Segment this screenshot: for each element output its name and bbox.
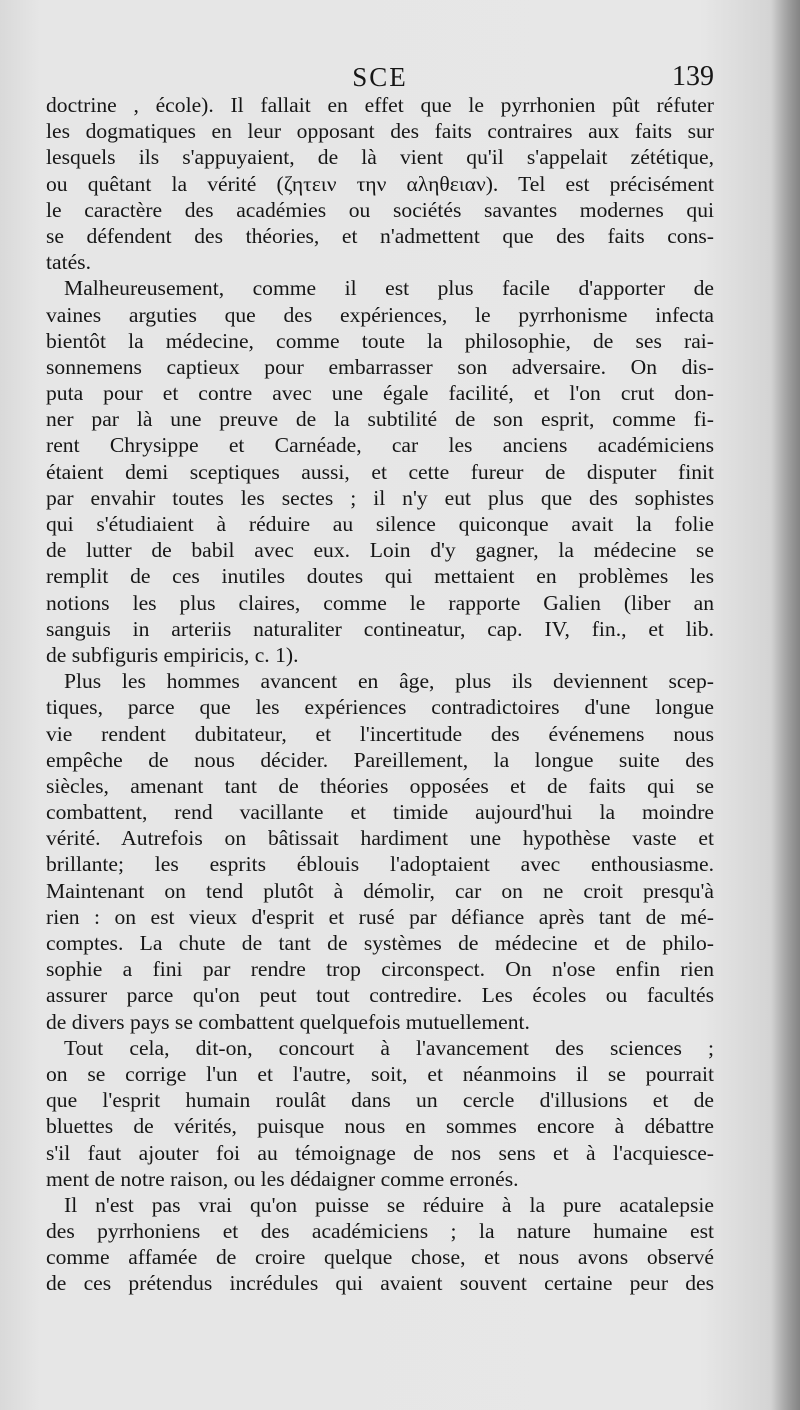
text-line: Tout cela, dit-on, concourt à l'avancement des sciences ; xyxy=(64,1035,714,1060)
text-line: combattent, rend vacillante et timide aujourd'hui la moindre xyxy=(46,800,714,825)
text-line: tatés. xyxy=(46,250,91,275)
text-line: empêche de nous décider. Pareillement, la longue suite des xyxy=(46,747,714,772)
text-line: Maintenant on tend plutôt à démolir, car on ne croit presqu'à xyxy=(46,878,714,903)
text-line: par envahir toutes les sectes ; il n'y eut plus que des sophistes xyxy=(46,485,714,510)
text-line: des pyrrhoniens et des académiciens ; la nature humaine est xyxy=(46,1219,714,1244)
text-line: Malheureusement, comme il est plus facile d'apporter de xyxy=(64,276,714,301)
text-line: assurer parce qu'on peut tout contredire. Les écoles ou facultés xyxy=(46,983,714,1008)
text-line: les dogmatiques en leur opposant des faits contraires aux faits sur xyxy=(46,119,714,144)
page-header xyxy=(46,60,714,94)
text-line: sophie a fini par rendre trop circonspect. On n'ose enfin rien xyxy=(46,957,714,982)
text-line: ment de notre raison, ou les dédaigner comme erronés. xyxy=(46,1166,519,1191)
text-line: Il n'est pas vrai qu'on puisse se réduire à la pure acatalepsie xyxy=(64,1192,714,1217)
page-edge-shadow xyxy=(772,0,800,1410)
text-line: vie rendent dubitateur, et l'incertitude des événemens nous xyxy=(46,721,714,746)
text-line: on se corrige l'un et l'autre, soit, et néanmoins il se pourrait xyxy=(46,1061,714,1086)
text-line: remplit de ces inutiles doutes qui mettaient en problèmes les xyxy=(46,564,714,589)
text-line: comme affamée de croire quelque chose, et nous avons observé xyxy=(46,1245,714,1270)
text-line: Plus les hommes avancent en âge, plus ils deviennent scep- xyxy=(64,669,714,694)
text-line: ner par là une preuve de la subtilité de son esprit, comme fi- xyxy=(46,407,714,432)
text-line: bientôt la médecine, comme toute la philosophie, de ses rai- xyxy=(46,328,714,353)
text-line: puta pour et contre avec une égale facilité, et l'on crut don- xyxy=(46,381,714,406)
text-line: tiques, parce que les expériences contradictoires d'une longue xyxy=(46,695,714,720)
text-line: notions les plus claires, comme le rapporte Galien (liber an xyxy=(46,590,714,615)
text-line: sanguis in arteriis naturaliter contineatur, cap. IV, fin., et lib. xyxy=(46,616,714,641)
text-line: se défendent des théories, et n'admettent que des faits cons- xyxy=(46,223,714,248)
text-line: ou quêtant la vérité (ζητειν την αληθειαν). Tel est précisément xyxy=(46,171,714,196)
text-line: de subfiguris empiricis, c. 1). xyxy=(46,642,299,667)
text-line: étaient demi sceptiques aussi, et cette fureur de disputer finit xyxy=(46,459,714,484)
text-line: doctrine , école). Il fallait en effet que le pyrrhonien pût réfuter xyxy=(46,93,714,117)
text-line: le caractère des académies ou sociétés savantes modernes qui xyxy=(46,197,714,222)
text-line: brillante; les esprits éblouis l'adoptaient avec enthousiasme. xyxy=(46,852,714,877)
text-line: sonnemens captieux pour embarrasser son adversaire. On dis- xyxy=(46,354,714,379)
text-line: lesquels ils s'appuyaient, de là vient qu'il s'appelait zététique, xyxy=(46,145,714,170)
text-line: de lutter de babil avec eux. Loin d'y gagner, la médecine se xyxy=(46,538,714,563)
text-line: qui s'étudiaient à réduire au silence quiconque avait la folie xyxy=(46,512,714,536)
text-line: s'il faut ajouter foi au témoignage de nos sens et à l'acquiesce- xyxy=(46,1140,714,1165)
text-line: siècles, amenant tant de théories opposées et de faits qui se xyxy=(46,773,714,798)
text-line: rien : on est vieux d'esprit et rusé par défiance après tant de mé- xyxy=(46,904,714,929)
body-text xyxy=(46,92,714,1297)
running-head: SCE xyxy=(352,62,408,92)
text-line: rent Chrysippe et Carnéade, car les anciens académiciens xyxy=(46,433,714,458)
page-number: 139 xyxy=(672,61,714,92)
text-line: que l'esprit humain roulât dans un cercle d'illusions et de xyxy=(46,1088,714,1113)
text-line: de ces prétendus incrédules qui avaient souvent certaine peur des xyxy=(46,1271,714,1296)
text-line: bluettes de vérités, puisque nous en sommes encore à débattre xyxy=(46,1114,714,1139)
text-line: de divers pays se combattent quelquefois mutuellement. xyxy=(46,1009,530,1034)
text-line: vaines arguties que des expériences, le pyrrhonisme infecta xyxy=(46,302,714,327)
text-line: vérité. Autrefois on bâtissait hardiment une hypothèse vaste et xyxy=(46,826,714,851)
text-line: comptes. La chute de tant de systèmes de médecine et de philo- xyxy=(46,931,714,955)
